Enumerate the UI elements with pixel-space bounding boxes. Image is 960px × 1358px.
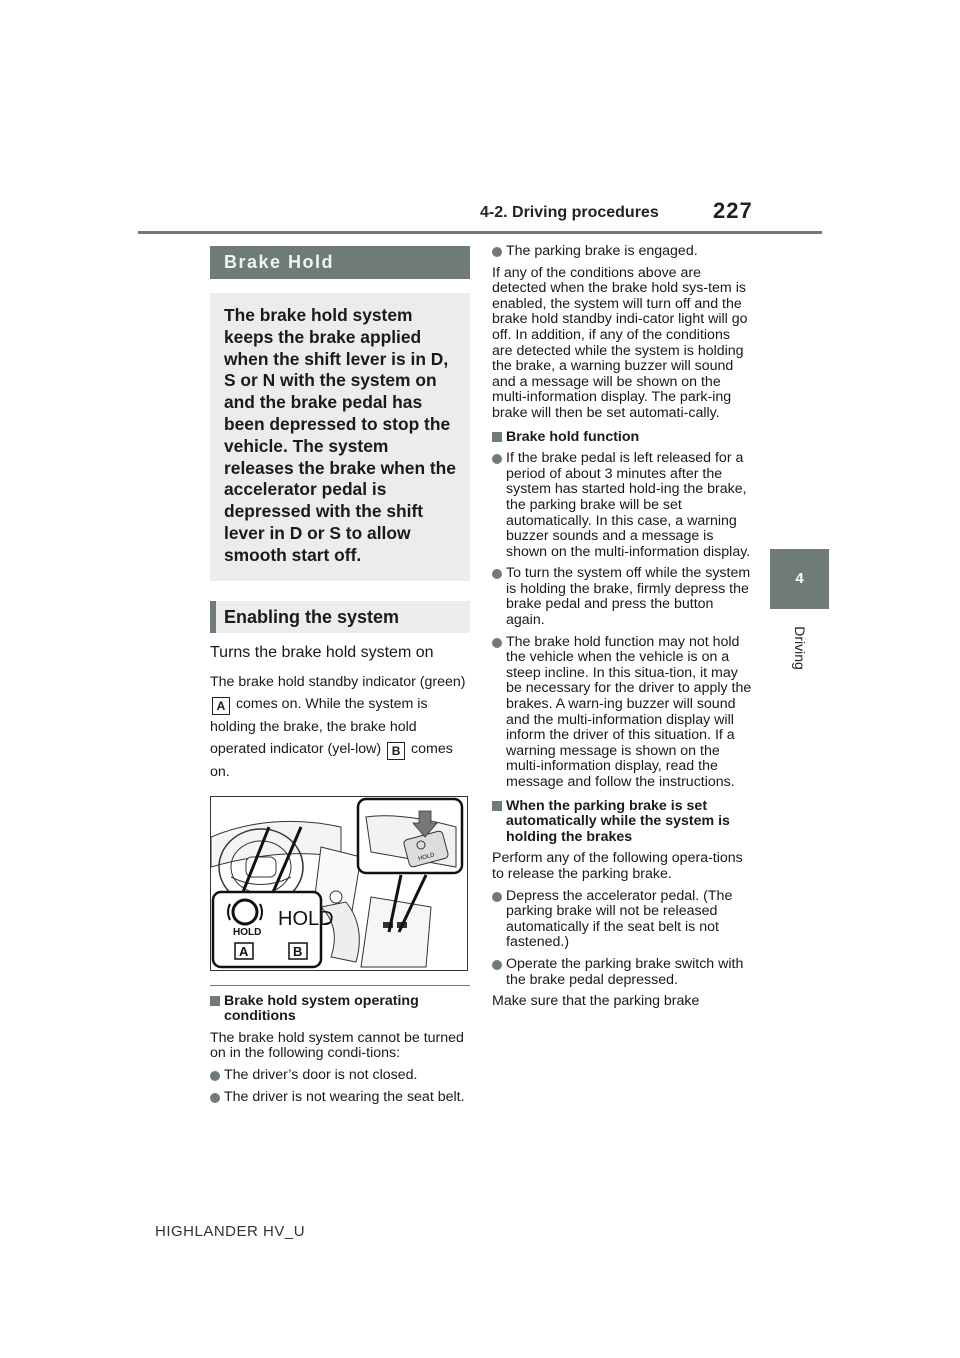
bullet-icon	[492, 638, 502, 648]
list-item-text: The driver is not wearing the seat belt.	[224, 1088, 465, 1105]
list-item	[210, 1090, 470, 1106]
list-item-text: The parking brake is engaged.	[506, 243, 698, 259]
bullet-icon	[492, 569, 502, 579]
explain-part-2: comes on. While the system is holding the brake, the brake hold operated indicator (yel-low)	[210, 696, 428, 758]
header-rule	[138, 231, 822, 234]
function-heading-text: Brake hold function	[506, 428, 640, 445]
chapter-tab: 4	[770, 549, 829, 609]
list-item	[210, 1068, 470, 1084]
square-bullet-icon	[492, 432, 502, 442]
list-item-text: Depress the accelerator pedal. (The parking brake will not be released automatically if the seat belt is not fastened.)	[506, 887, 733, 951]
illustration-svg	[211, 797, 467, 970]
hold-button-illustration	[210, 796, 468, 971]
conditions-heading	[210, 994, 470, 1025]
explain-part-1: The brake hold standby indicator (green)	[210, 673, 466, 690]
figure-label-a: A	[239, 943, 249, 959]
figure-label-b: B	[293, 943, 303, 959]
list-item-text: Operate the parking brake switch with the brake pedal depressed.	[506, 955, 744, 988]
list-item	[492, 889, 754, 951]
subheading: Enabling the system	[210, 601, 470, 633]
bullet-icon	[492, 247, 502, 257]
function-heading	[492, 430, 754, 446]
conditions-intro: The brake hold system cannot be turned on in the following condi-tions:	[210, 1029, 464, 1062]
bullet-icon	[210, 1093, 220, 1103]
footer-model: HIGHLANDER HV_U	[155, 1223, 306, 1240]
indicator-b-text: HOLD	[278, 907, 334, 930]
bullet-icon	[492, 892, 502, 902]
paragraph: If any of the conditions above are detected when the brake hold sys-tem is enabled, the system will turn off and the brake hold standby indi-cator light will go off. In addition, if any of the conditions are detected while the system is holding the brake, a warning buzzer will sound and a message will be shown on the multi-information display. The park-ing brake will then be set automati-cally.	[492, 264, 748, 421]
square-bullet-icon	[492, 801, 502, 811]
bullet-icon	[492, 454, 502, 464]
explain-part-3: comes on.	[210, 741, 453, 780]
list-item-text: If the brake pedal is left released for a period of about 3 minutes after the system has started hold-ing the brake, the parking brake will be set automatically. In this case, a warning buzzer sounds and a message is shown on the multi-information display.	[506, 450, 751, 560]
list-item	[492, 244, 754, 260]
badge-b: B	[387, 742, 405, 760]
auto-set-intro: Perform any of the following opera-tions to release the parking brake.	[492, 850, 743, 882]
list-item	[492, 566, 754, 628]
figure-divider	[210, 985, 470, 986]
auto-set-heading	[492, 799, 754, 846]
section-heading: Brake Hold	[210, 246, 470, 279]
indicator-a-text: HOLD	[233, 926, 262, 938]
section-title: 4-2. Driving procedures	[480, 204, 659, 221]
list-item	[492, 635, 754, 791]
conditions-heading-text: Brake hold system operating conditions	[224, 992, 419, 1025]
list-item	[492, 957, 754, 988]
bullet-icon	[492, 960, 502, 970]
list-item-text: To turn the system off while the system is holding the brake, firmly depress the brake pedal and press the button again.	[506, 565, 751, 629]
explanation	[210, 671, 470, 784]
list-item-text: The brake hold function may not hold the vehicle when the vehicle is on a steep incline. In this situa-tion, it may be necessary for the driver to apply the brakes. A warn-ing buzzer will sound and the multi-information display will inform the driver of this situation. If a warning message is shown on the multi-information display, read the message and follow the instructions.	[506, 633, 752, 790]
right-column	[492, 244, 754, 1010]
bullet-icon	[210, 1071, 220, 1081]
hold-button-label: HOLD	[417, 851, 436, 862]
intro-box: The brake hold system keeps the brake applied when the shift lever is in D, S or N with the system on and the brake pedal has been depressed to stop the vehicle. The system releases the brake when the accelerator pedal is depressed with the shift lever in D or S to allow smooth start off.	[210, 293, 470, 581]
left-column	[210, 246, 470, 1105]
closing-paragraph: Make sure that the parking brake	[492, 993, 700, 1010]
instruction: Turns the brake hold system on	[210, 643, 434, 661]
auto-set-heading-text: When the parking brake is set automatically while the system is holding the brakes	[506, 797, 730, 845]
badge-a: A	[212, 697, 230, 715]
page-number: 227	[713, 198, 753, 223]
chapter-label	[770, 612, 829, 712]
list-item-text: The driver’s door is not closed.	[224, 1066, 418, 1083]
chapter-label-text: Driving	[791, 626, 808, 670]
square-bullet-icon	[210, 996, 220, 1006]
list-item	[492, 451, 754, 560]
